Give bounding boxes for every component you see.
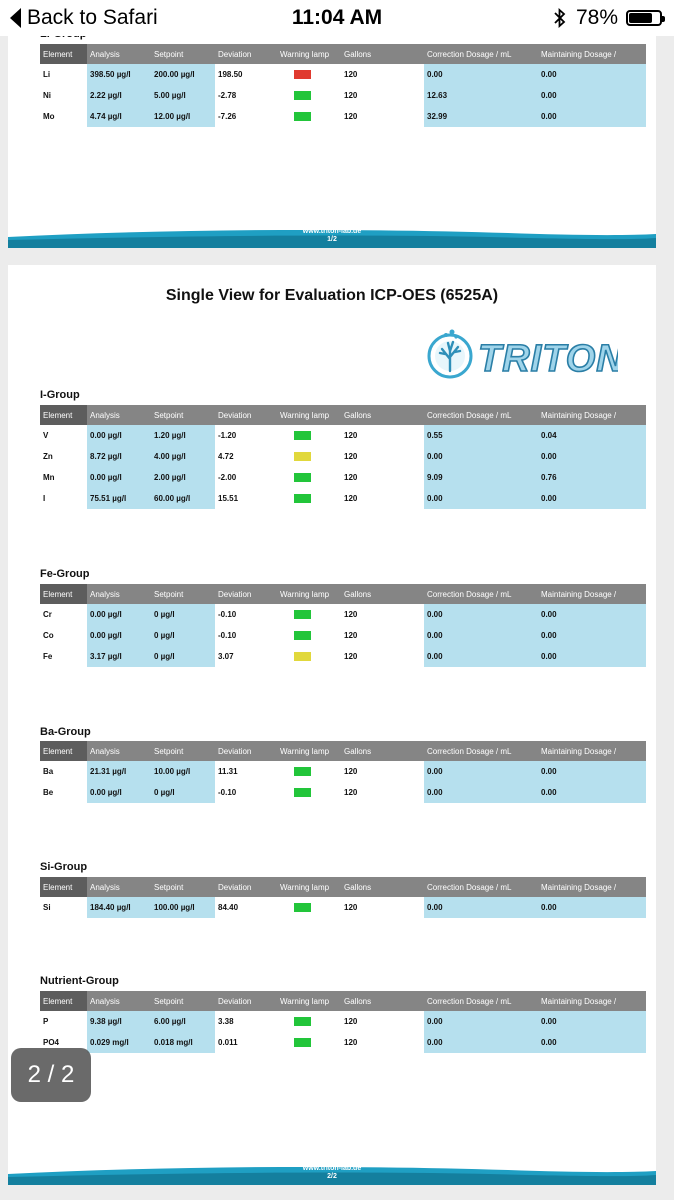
col-deviation: -0.10 xyxy=(218,610,237,619)
col-element: Si xyxy=(43,903,51,912)
table-header-row xyxy=(40,877,646,897)
clock: 11:04 AM xyxy=(291,6,383,29)
col-gallons: 120 xyxy=(344,473,358,482)
warning-lamp-yellow xyxy=(294,452,311,461)
col-correction-dosage: 0.00 xyxy=(424,1032,538,1053)
col-gallons-header: Gallons xyxy=(341,991,424,1011)
col-warning-lamp-header: Warning lamp xyxy=(277,741,341,761)
warning-lamp-green xyxy=(294,431,311,440)
table-row xyxy=(40,425,646,446)
col-correction-dosage-header: Correction Dosage / mL xyxy=(424,584,538,604)
col-maintaining-dosage: 0.00 xyxy=(538,106,646,127)
col-element: Zn xyxy=(43,452,53,461)
col-analysis: 0.029 mg/l xyxy=(87,1032,151,1053)
table-row xyxy=(40,1032,646,1053)
battery-percent: 78% xyxy=(575,6,618,29)
col-maintaining-dosage: 0.00 xyxy=(538,646,646,667)
col-correction-dosage-header: Correction Dosage / mL xyxy=(424,741,538,761)
col-maintaining-dosage-header: Maintaining Dosage / xyxy=(538,44,646,64)
table-row xyxy=(40,64,646,85)
logo-text: TRITON xyxy=(478,338,618,380)
col-deviation: 0.011 xyxy=(218,1038,238,1047)
group-table xyxy=(40,405,646,509)
group-title: Nutrient-Group xyxy=(40,975,119,987)
col-maintaining-dosage: 0.00 xyxy=(538,85,646,106)
warning-lamp-green xyxy=(294,631,311,640)
col-analysis-header: Analysis xyxy=(87,877,151,897)
back-to-safari-button[interactable] xyxy=(10,6,158,30)
bluetooth-icon xyxy=(554,8,566,28)
col-warning-lamp-header: Warning lamp xyxy=(277,991,341,1011)
col-warning-lamp-header: Warning lamp xyxy=(277,405,341,425)
warning-lamp-green xyxy=(294,767,311,776)
col-warning-lamp xyxy=(277,85,341,106)
col-gallons: 120 xyxy=(344,903,358,912)
col-setpoint-header: Setpoint xyxy=(151,405,215,425)
status-icons xyxy=(554,6,662,30)
col-element: Co xyxy=(43,631,54,640)
group-title: I-Group xyxy=(40,389,80,401)
col-analysis: 398.50 µg/l xyxy=(87,64,151,85)
col-correction-dosage: 0.00 xyxy=(424,782,538,803)
col-deviation: 3.38 xyxy=(218,1017,234,1026)
warning-lamp-green xyxy=(294,610,311,619)
col-setpoint: 0 µg/l xyxy=(151,782,215,803)
group-title: Ba-Group xyxy=(40,726,91,738)
table-row xyxy=(40,782,646,803)
col-analysis-header: Analysis xyxy=(87,991,151,1011)
footer-page-number: 2/2 xyxy=(327,1173,337,1180)
col-setpoint: 1.20 µg/l xyxy=(151,425,215,446)
col-gallons: 120 xyxy=(344,631,358,640)
triton-logo xyxy=(426,327,618,388)
col-element: Mo xyxy=(43,112,55,121)
col-setpoint: 200.00 µg/l xyxy=(151,64,215,85)
footer-url: www.triton-lab.de xyxy=(302,1165,362,1172)
col-setpoint-header: Setpoint xyxy=(151,991,215,1011)
col-setpoint: 60.00 µg/l xyxy=(151,488,215,509)
col-warning-lamp xyxy=(277,64,341,85)
warning-lamp-green xyxy=(294,1038,311,1047)
col-setpoint: 0 µg/l xyxy=(151,646,215,667)
col-warning-lamp xyxy=(277,488,341,509)
col-deviation: 84.40 xyxy=(218,903,239,912)
col-analysis: 2.22 µg/l xyxy=(87,85,151,106)
col-warning-lamp xyxy=(277,897,341,918)
col-maintaining-dosage: 0.00 xyxy=(538,625,646,646)
col-gallons-header: Gallons xyxy=(341,584,424,604)
col-setpoint-header: Setpoint xyxy=(151,741,215,761)
col-element-header: Element xyxy=(40,584,87,604)
col-analysis: 0.00 µg/l xyxy=(87,467,151,488)
col-setpoint: 4.00 µg/l xyxy=(151,446,215,467)
status-bar xyxy=(0,0,674,36)
col-analysis-header: Analysis xyxy=(87,405,151,425)
col-element-header: Element xyxy=(40,405,87,425)
col-setpoint: 100.00 µg/l xyxy=(151,897,215,918)
warning-lamp-green xyxy=(294,473,311,482)
page-footer xyxy=(8,1163,656,1185)
group-table xyxy=(40,877,646,918)
table-header-row xyxy=(40,991,646,1011)
col-correction-dosage: 0.00 xyxy=(424,604,538,625)
col-deviation: 198.50 xyxy=(218,70,243,79)
col-warning-lamp xyxy=(277,625,341,646)
col-element-header: Element xyxy=(40,877,87,897)
back-arrow-icon xyxy=(10,8,21,28)
col-warning-lamp xyxy=(277,646,341,667)
group-title: Fe-Group xyxy=(40,568,90,580)
col-analysis: 0.00 µg/l xyxy=(87,625,151,646)
col-analysis: 21.31 µg/l xyxy=(87,761,151,782)
col-analysis: 0.00 µg/l xyxy=(87,425,151,446)
col-correction-dosage: 0.00 xyxy=(424,446,538,467)
col-deviation-header: Deviation xyxy=(215,991,277,1011)
col-correction-dosage: 32.99 xyxy=(424,106,538,127)
col-correction-dosage-header: Correction Dosage / mL xyxy=(424,877,538,897)
col-analysis: 9.38 µg/l xyxy=(87,1011,151,1032)
col-gallons: 120 xyxy=(344,70,358,79)
col-element-header: Element xyxy=(40,991,87,1011)
col-correction-dosage-header: Correction Dosage / mL xyxy=(424,405,538,425)
col-correction-dosage: 0.00 xyxy=(424,761,538,782)
col-element: Li xyxy=(43,70,51,79)
col-analysis-header: Analysis xyxy=(87,584,151,604)
col-deviation: 11.31 xyxy=(218,767,238,776)
col-warning-lamp xyxy=(277,604,341,625)
col-setpoint: 2.00 µg/l xyxy=(151,467,215,488)
pdf-page-1 xyxy=(8,0,656,248)
col-correction-dosage: 0.00 xyxy=(424,646,538,667)
col-maintaining-dosage: 0.00 xyxy=(538,604,646,625)
col-correction-dosage: 0.00 xyxy=(424,64,538,85)
back-label: Back to Safari xyxy=(27,6,158,29)
col-setpoint: 10.00 µg/l xyxy=(151,761,215,782)
warning-lamp-yellow xyxy=(294,652,311,661)
col-correction-dosage: 0.55 xyxy=(424,425,538,446)
col-warning-lamp xyxy=(277,106,341,127)
col-gallons: 120 xyxy=(344,788,358,797)
col-deviation: -2.00 xyxy=(218,473,237,482)
col-gallons: 120 xyxy=(344,1038,358,1047)
table-row xyxy=(40,85,646,106)
table-row xyxy=(40,604,646,625)
table-header-row xyxy=(40,405,646,425)
col-maintaining-dosage: 0.00 xyxy=(538,1011,646,1032)
col-element: I xyxy=(43,494,46,503)
table-row xyxy=(40,446,646,467)
col-maintaining-dosage-header: Maintaining Dosage / xyxy=(538,584,646,604)
col-deviation-header: Deviation xyxy=(215,741,277,761)
footer-url: www.triton-lab.de xyxy=(302,228,362,235)
col-maintaining-dosage-header: Maintaining Dosage / xyxy=(538,877,646,897)
col-deviation-header: Deviation xyxy=(215,877,277,897)
col-gallons: 120 xyxy=(344,91,358,100)
col-gallons-header: Gallons xyxy=(341,405,424,425)
col-warning-lamp-header: Warning lamp xyxy=(277,44,341,64)
col-element: Be xyxy=(43,788,54,797)
col-gallons-header: Gallons xyxy=(341,877,424,897)
col-analysis: 184.40 µg/l xyxy=(87,897,151,918)
col-maintaining-dosage: 0.04 xyxy=(538,425,646,446)
col-analysis-header: Analysis xyxy=(87,44,151,64)
col-analysis-header: Analysis xyxy=(87,741,151,761)
col-deviation: 3.07 xyxy=(218,652,234,661)
col-setpoint: 0 µg/l xyxy=(151,625,215,646)
col-analysis: 0.00 µg/l xyxy=(87,782,151,803)
warning-lamp-green xyxy=(294,494,311,503)
col-gallons: 120 xyxy=(344,112,358,121)
col-gallons: 120 xyxy=(344,494,358,503)
col-deviation: -1.20 xyxy=(218,431,237,440)
warning-lamp-green xyxy=(294,788,311,797)
col-gallons: 120 xyxy=(344,767,358,776)
col-deviation: -7.26 xyxy=(218,112,237,121)
col-deviation-header: Deviation xyxy=(215,584,277,604)
table-header-row xyxy=(40,44,646,64)
col-element: V xyxy=(43,431,49,440)
col-gallons: 120 xyxy=(344,431,358,440)
col-gallons: 120 xyxy=(344,610,358,619)
col-deviation-header: Deviation xyxy=(215,405,277,425)
col-warning-lamp-header: Warning lamp xyxy=(277,877,341,897)
col-correction-dosage: 0.00 xyxy=(424,488,538,509)
col-warning-lamp xyxy=(277,761,341,782)
col-maintaining-dosage: 0.00 xyxy=(538,488,646,509)
col-warning-lamp xyxy=(277,1011,341,1032)
battery-level xyxy=(629,13,652,23)
col-gallons-header: Gallons xyxy=(341,44,424,64)
table-row xyxy=(40,897,646,918)
col-element: Mn xyxy=(43,473,55,482)
col-correction-dosage: 12.63 xyxy=(424,85,538,106)
col-correction-dosage: 0.00 xyxy=(424,897,538,918)
col-deviation: -0.10 xyxy=(218,788,237,797)
col-deviation: 15.51 xyxy=(218,494,239,503)
warning-lamp-green xyxy=(294,112,311,121)
table-header-row xyxy=(40,584,646,604)
col-setpoint-header: Setpoint xyxy=(151,584,215,604)
warning-lamp-green xyxy=(294,91,311,100)
col-element: PO4 xyxy=(43,1038,60,1047)
col-setpoint: 5.00 µg/l xyxy=(151,85,215,106)
col-setpoint: 0.018 mg/l xyxy=(151,1032,215,1053)
col-correction-dosage: 0.00 xyxy=(424,1011,538,1032)
col-setpoint-header: Setpoint xyxy=(151,44,215,64)
col-analysis: 3.17 µg/l xyxy=(87,646,151,667)
table-row xyxy=(40,1011,646,1032)
col-setpoint: 12.00 µg/l xyxy=(151,106,215,127)
footer-page-number: 1/2 xyxy=(327,236,337,243)
col-maintaining-dosage-header: Maintaining Dosage / xyxy=(538,405,646,425)
col-gallons: 120 xyxy=(344,452,358,461)
col-maintaining-dosage: 0.00 xyxy=(538,1032,646,1053)
group-table xyxy=(40,741,646,803)
group-table xyxy=(40,584,646,667)
table-row xyxy=(40,761,646,782)
page-title: Single View for Evaluation ICP-OES (6525A) xyxy=(165,287,499,304)
col-element: Ni xyxy=(43,91,51,100)
col-analysis: 75.51 µg/l xyxy=(87,488,151,509)
col-warning-lamp xyxy=(277,1032,341,1053)
group-table xyxy=(40,44,646,127)
col-maintaining-dosage: 0.00 xyxy=(538,446,646,467)
battery-icon xyxy=(626,10,662,26)
col-deviation: -0.10 xyxy=(218,631,237,640)
col-warning-lamp xyxy=(277,425,341,446)
col-element: Fe xyxy=(43,652,53,661)
group-title: Si-Group xyxy=(40,861,88,873)
pdf-page-2 xyxy=(8,265,656,1185)
table-row xyxy=(40,646,646,667)
table-row xyxy=(40,467,646,488)
col-setpoint: 0 µg/l xyxy=(151,604,215,625)
col-maintaining-dosage: 0.00 xyxy=(538,897,646,918)
table-row xyxy=(40,625,646,646)
group-table xyxy=(40,991,646,1053)
col-analysis: 0.00 µg/l xyxy=(87,604,151,625)
col-element-header: Element xyxy=(40,44,87,64)
col-warning-lamp xyxy=(277,782,341,803)
page-footer xyxy=(8,226,656,248)
col-deviation: 4.72 xyxy=(218,452,234,461)
table-header-row xyxy=(40,741,646,761)
col-element: Cr xyxy=(43,610,52,619)
col-deviation-header: Deviation xyxy=(215,44,277,64)
col-maintaining-dosage-header: Maintaining Dosage / xyxy=(538,991,646,1011)
col-warning-lamp xyxy=(277,446,341,467)
page-counter[interactable]: 2 / 2 xyxy=(11,1048,91,1102)
warning-lamp-red xyxy=(294,70,311,79)
table-row xyxy=(40,488,646,509)
col-element-header: Element xyxy=(40,741,87,761)
col-analysis: 4.74 µg/l xyxy=(87,106,151,127)
col-gallons-header: Gallons xyxy=(341,741,424,761)
col-maintaining-dosage-header: Maintaining Dosage / xyxy=(538,741,646,761)
col-gallons: 120 xyxy=(344,652,358,661)
col-warning-lamp xyxy=(277,467,341,488)
col-correction-dosage-header: Correction Dosage / mL xyxy=(424,44,538,64)
warning-lamp-green xyxy=(294,1017,311,1026)
col-maintaining-dosage: 0.76 xyxy=(538,467,646,488)
col-analysis: 8.72 µg/l xyxy=(87,446,151,467)
col-correction-dosage: 0.00 xyxy=(424,625,538,646)
col-gallons: 120 xyxy=(344,1017,358,1026)
col-maintaining-dosage: 0.00 xyxy=(538,782,646,803)
col-correction-dosage: 9.09 xyxy=(424,467,538,488)
col-maintaining-dosage: 0.00 xyxy=(538,64,646,85)
col-element: Ba xyxy=(43,767,54,776)
col-maintaining-dosage: 0.00 xyxy=(538,761,646,782)
col-warning-lamp-header: Warning lamp xyxy=(277,584,341,604)
col-deviation: -2.78 xyxy=(218,91,237,100)
warning-lamp-green xyxy=(294,903,311,912)
col-setpoint: 6.00 µg/l xyxy=(151,1011,215,1032)
table-row xyxy=(40,106,646,127)
col-setpoint-header: Setpoint xyxy=(151,877,215,897)
col-element: P xyxy=(43,1017,49,1026)
col-correction-dosage-header: Correction Dosage / mL xyxy=(424,991,538,1011)
